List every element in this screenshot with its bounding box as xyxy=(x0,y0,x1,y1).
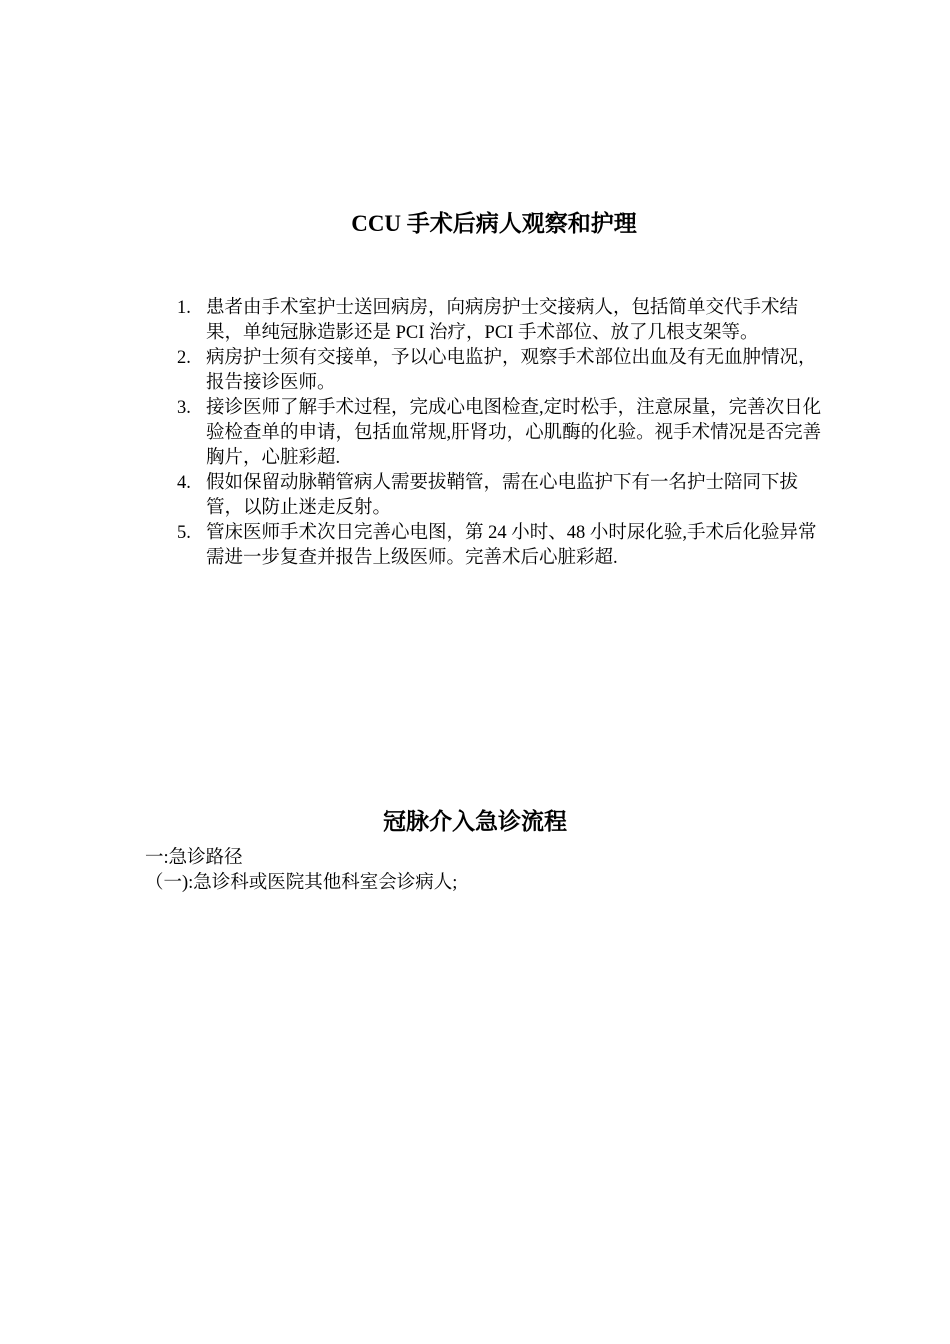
subsection-heading-consult: （一):急诊科或医院其他科室会诊病人; xyxy=(145,873,458,893)
list-item-text: 病房护士须有交接单，予以心电监护，观察手术部位出血及有无血肿情况，报告接诊医师。 xyxy=(206,348,817,393)
section-title: 冠脉介入急诊流程 xyxy=(383,809,567,834)
list-item-number: 2. xyxy=(177,348,191,368)
care-steps-list xyxy=(177,296,827,571)
list-item-number: 5. xyxy=(177,523,191,543)
list-item-text: 假如保留动脉鞘管病人需要拔鞘管，需在心电监护下有一名护士陪同下拔管，以防止迷走反射。 xyxy=(206,473,799,518)
list-item-number: 1. xyxy=(177,298,191,318)
list-item xyxy=(177,396,827,471)
list-item-text: 接诊医师了解手术过程，完成心电图检查,定时松手，注意尿量，完善次日化验检查单的申请，包括血常规,肝肾功，心肌酶的化验。视手术情况是否完善胸片，心脏彩超. xyxy=(206,398,822,468)
document-title: CCU 手术后病人观察和护理 xyxy=(351,211,637,236)
section-heading-emergency-path: 一:急诊路径 xyxy=(145,848,243,868)
list-item-text: 患者由手术室护士送回病房，向病房护士交接病人，包括简单交代手术结果，单纯冠脉造影还是 PCI 治疗，PCI 手术部位、放了几根支架等。 xyxy=(206,298,799,343)
list-item xyxy=(177,521,827,571)
list-item-number: 3. xyxy=(177,398,191,418)
list-item xyxy=(177,471,827,521)
list-item xyxy=(177,346,827,396)
list-item xyxy=(177,296,827,346)
list-item-text: 管床医师手术次日完善心电图，第 24 小时、48 小时尿化验,手术后化验异常需进一步复查并报告上级医师。完善术后心脏彩超. xyxy=(206,523,817,568)
list-item-number: 4. xyxy=(177,473,191,493)
